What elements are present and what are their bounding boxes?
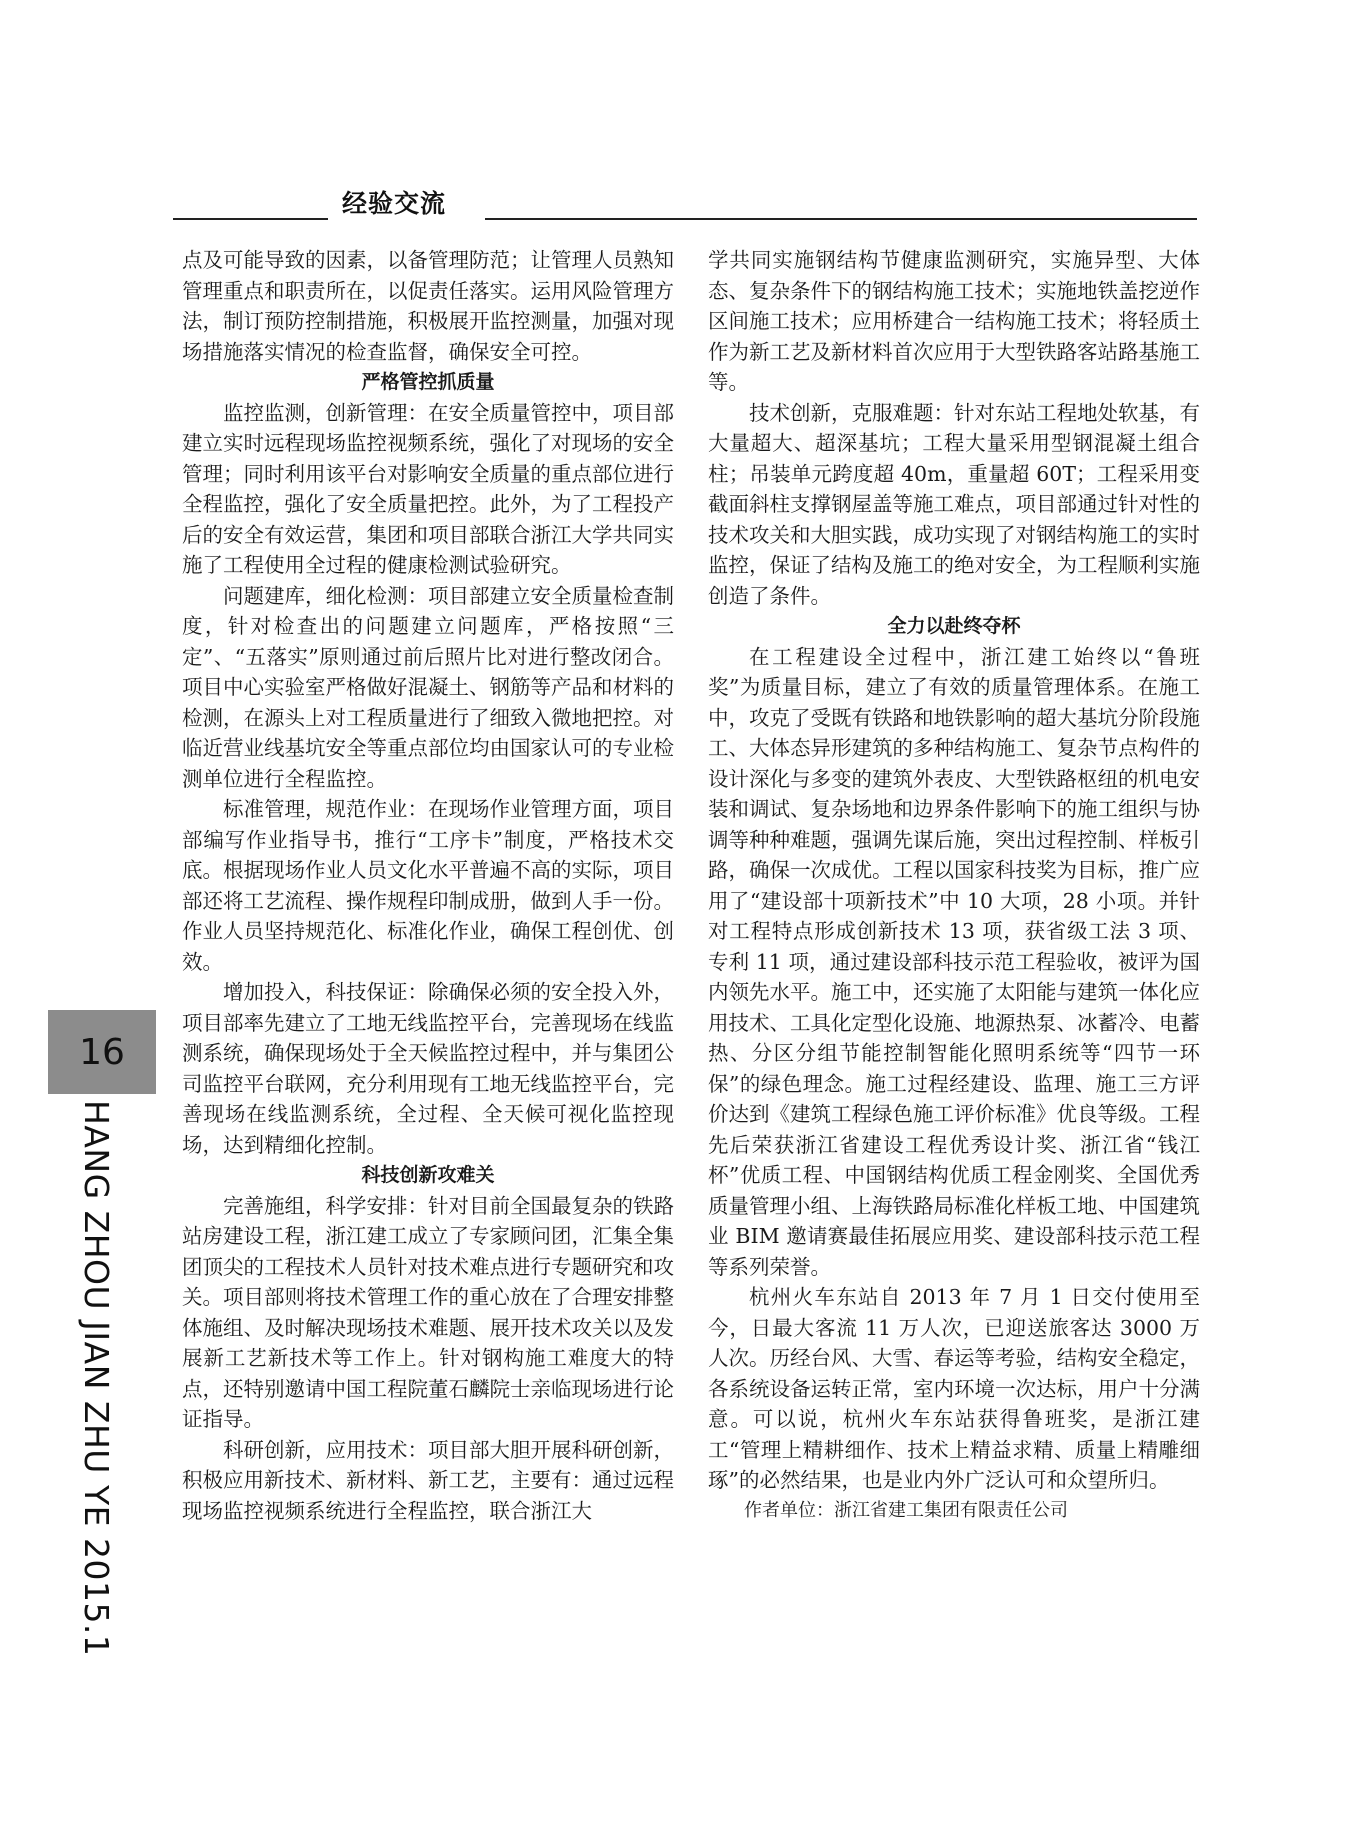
section-heading: 科技创新攻难关 [361, 1164, 495, 1186]
paragraph: 科研创新，应用技术：项目部大胆开展科研创新，积极应用新技术、新材料、新工艺，主要有：通过远程现场监控视频系统进行全程监控，联合浙江大 [182, 1437, 674, 1523]
author-affiliation: 作者单位：浙江省建工集团有限责任公司 [744, 1499, 1068, 1521]
section-heading: 严格管控抓质量 [361, 371, 495, 393]
page-number: 16 [79, 1031, 125, 1073]
paragraph: 在工程建设全过程中，浙江建工始终以“鲁班奖”为质量目标，建立了有效的质量管理体系。在施工中，攻克了受既有铁路和地铁影响的超大基坑分阶段施工、大体态异形建筑的多种结构施工、复杂节点构件的设计深化与多变的建筑外表皮、大型铁路枢纽的机电安装和调试、复杂场地和边界条件影响下的施工组织与协调等种种难题，强调先谋后施，突出过程控制、样板引路，确保一次成优。工程以国家科技奖为目标，推广应用了“建设部十项新技术”中 10 大项，28 小项。并针对工程特点形成创新技术 13 项，获省级工法 3 项、专利 11 项，通过建设部科技示范工程验收，被评为国内领先水平。施工中，还实施了太阳能与建筑一体化应用技术、工具化定型化设施、地源热泵、冰蓄冷、电蓄热、分区分组节能控制智能化照明系统等“四节一环保”的绿色理念。施工过程经建设、监理、施工三方评价达到《建筑工程绿色施工评价标准》优良等级。工程先后荣获浙江省建设工程优秀设计奖、浙江省“钱江杯”优质工程、中国钢结构优质工程金刚奖、全国优秀质量管理小组、上海铁路局标准化样板工地、中国建筑业 BIM 邀请赛最佳拓展应用奖、建设部科技示范工程等系列荣誉。 [708, 644, 1200, 1279]
paragraph: 增加投入，科技保证：除确保必须的安全投入外，项目部率先建立了工地无线监控平台，完善现场在线监测系统，确保现场处于全天候监控过程中，并与集团公司监控平台联网，充分利用现有工地无线监控平台，完善现场在线监测系统，全过程、全天候可视化监控现场，达到精细化控制。 [182, 980, 674, 1157]
header-rule-right [485, 218, 1197, 220]
paragraph: 技术创新，克服难题：针对东站工程地处软基，有大量超大、超深基坑；工程大量采用型钢混凝土组合柱；吊装单元跨度超 40m，重量超 60T；工程采用变截面斜柱支撑钢屋盖等施工难点，项目部通过针对性的技术攻关和大胆实践，成功实现了对钢结构施工的实时监控，保证了结构及施工的绝对安全，为工程顺利实施创造了条件。 [708, 400, 1200, 608]
paragraph: 问题建库，细化检测：项目部建立安全质量检查制度，针对检查出的问题建立问题库，严格按照“三定”、“五落实”原则通过前后照片比对进行整改闭合。项目中心实验室严格做好混凝土、钢筋等产品和材料的检测，在源头上对工程质量进行了细致入微地把控。对临近营业线基坑安全等重点部位均由国家认可的专业检测单位进行全程监控。 [182, 583, 674, 791]
paragraph: 标准管理，规范作业：在现场作业管理方面，项目部编写作业指导书，推行“工序卡”制度，严格技术交底。根据现场作业人员文化水平普遍不高的实际，项目部还将工艺流程、操作规程印制成册，做到人手一份。作业人员坚持规范化、标准化作业，确保工程创优、创效。 [182, 797, 674, 974]
section-heading: 全力以赴终夺杯 [887, 615, 1021, 637]
paragraph: 杭州火车东站自 2013 年 7 月 1 日交付使用至今，日最大客流 11 万人次，已迎送旅客达 3000 万人次。历经台风、大雪、春运等考验，结构安全稳定，各系统设备运转正常，室内环境一次达标，用户十分满意。可以说，杭州火车东站获得鲁班奖，是浙江建工“管理上精耕细作、技术上精益求精、质量上精雕细琢”的必然结果，也是业内外广泛认可和众望所归。 [708, 1285, 1200, 1492]
paragraph: 监控监测，创新管理：在安全质量管控中，项目部建立实时远程现场监控视频系统，强化了对现场的安全管理；同时利用该平台对影响安全质量的重点部位进行全程监控，强化了安全质量把控。此外，为了工程投产后的安全有效运营，集团和项目部联合浙江大学共同实施了工程使用全过程的健康检测试验研究。 [182, 400, 674, 577]
right-column [708, 245, 1200, 1526]
journal-title-text: HANG ZHOU JIAN ZHU YE 2015.1 [77, 1100, 116, 1657]
paragraph: 学共同实施钢结构节健康监测研究，实施异型、大体态、复杂条件下的钢结构施工技术；实施地铁盖挖逆作区间施工技术；应用桥建合一结构施工技术；将轻质土作为新工艺及新材料首次应用于大型铁路客站路基施工等。 [708, 248, 1200, 394]
paragraph: 点及可能导致的因素，以备管理防范；让管理人员熟知管理重点和职责所在，以促责任落实。运用风险管理方法，制订预防控制措施，积极展开监控测量，加强对现场措施落实情况的检查监督，确保安全可控。 [182, 248, 674, 364]
header-rule-left [173, 218, 328, 220]
section-label: 经验交流 [342, 189, 447, 218]
page-number-box [48, 1010, 156, 1094]
paragraph: 完善施组，科学安排：针对目前全国最复杂的铁路站房建设工程，浙江建工成立了专家顾问团，汇集全集团顶尖的工程技术人员针对技术难点进行专题研究和攻关。项目部则将技术管理工作的重心放在了合理安排整体施组、及时解决现场技术难题、展开技术攻关以及发展新工艺新技术等工作上。针对钢构施工难度大的特点，还特别邀请中国工程院董石麟院士亲临现场进行论证指导。 [182, 1193, 674, 1431]
left-column [182, 245, 674, 1526]
